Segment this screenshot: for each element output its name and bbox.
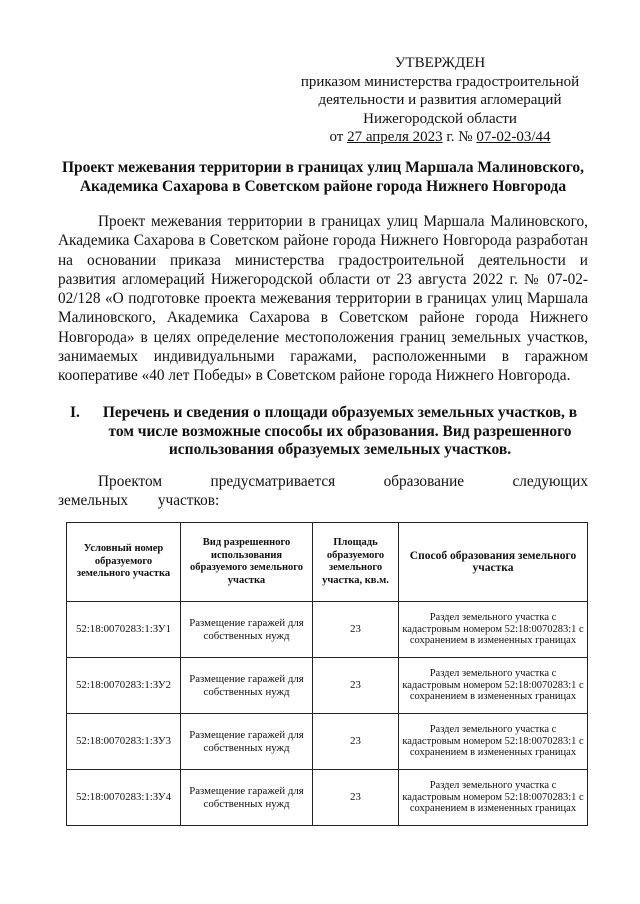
header-plot-number: Условный номер образуемого земельного участка [67, 523, 181, 602]
approval-number: 07-02-03/44 [476, 129, 551, 145]
cell-formation-method: Раздел земельного участка с кадастровым номером 52:18:0070283:1 с сохранением в измененных границах [399, 770, 588, 826]
table-row [67, 658, 588, 714]
cell-area: 23 [313, 602, 399, 658]
approval-line-3: Нижегородской области [363, 110, 517, 127]
approval-heading: УТВЕРЖДЕН [394, 55, 486, 71]
provide-text: Проектом предусматривается образование следующих земельных [58, 473, 588, 509]
cell-area: 23 [313, 714, 399, 770]
cell-area: 23 [313, 770, 399, 826]
approval-date-prefix: от [329, 129, 344, 145]
approval-line-2: деятельности и развития агломераций [318, 92, 562, 108]
approval-stamp [290, 54, 590, 147]
intro-paragraph: Проект межевания территории в границах улиц Маршала Малиновского, Академика Сахарова в Советском районе города Нижнего Новгорода разработан на основании приказа министерства градостроительной деятельности и развития агломераций Нижегородской области от 23 августа 2022 г. № 07-02-02/128 «О подготовке проекта межевания территории в границах улиц Маршала Малиновского, Академика Сахарова в Советском районе города Нижнего Новгорода» в целях определение местоположения границ земельных участков, занимаемых индивидуальными гаражами, расположенными в гаражном кооперативе «40 лет Победы» в Советском районе города Нижнего Новгорода. [58, 213, 588, 385]
section-title: Перечень и сведения о площади образуемых земельных участков, в том числе возможные способы их образования. Вид разрешенного использования образуемых земельных участков. [102, 404, 578, 458]
section-number: I. [70, 404, 80, 421]
cell-permitted-use: Размещение гаражей для собственных нужд [181, 770, 313, 826]
header-permitted-use: Вид разрешенного использования образуемого земельного участка [181, 523, 313, 602]
cell-area: 23 [313, 658, 399, 714]
cell-permitted-use: Размещение гаражей для собственных нужд [181, 602, 313, 658]
document-title: Проект межевания территории в границах улиц Маршала Малиновского, Академика Сахарова в Советском районе города Нижнего Новгорода [61, 159, 585, 195]
cell-formation-method: Раздел земельного участка с кадастровым номером 52:18:0070283:1 с сохранением в измененных границах [399, 658, 588, 714]
approval-date-line [290, 128, 590, 147]
cell-plot-number: 52:18:0070283:1:ЗУ2 [67, 658, 181, 714]
cell-plot-number: 52:18:0070283:1:ЗУ1 [67, 602, 181, 658]
cell-permitted-use: Размещение гаражей для собственных нужд [181, 658, 313, 714]
section-heading [60, 404, 588, 460]
provide-text-end: участков: [157, 492, 220, 509]
provide-paragraph [58, 472, 588, 510]
land-plots-table [66, 522, 588, 826]
cell-plot-number: 52:18:0070283:1:ЗУ3 [67, 714, 181, 770]
table-header-row [67, 523, 588, 602]
approval-date: 27 апреля 2023 [347, 129, 443, 145]
approval-line-1: приказом министерства градостроительной [300, 73, 580, 90]
cell-formation-method: Раздел земельного участка с кадастровым номером 52:18:0070283:1 с сохранением в измененных границах [399, 602, 588, 658]
cell-permitted-use: Размещение гаражей для собственных нужд [181, 714, 313, 770]
table-row [67, 602, 588, 658]
header-formation-method: Способ образования земельного участка [399, 523, 588, 602]
cell-formation-method: Раздел земельного участка с кадастровым номером 52:18:0070283:1 с сохранением в измененных границах [399, 714, 588, 770]
cell-plot-number: 52:18:0070283:1:ЗУ4 [67, 770, 181, 826]
table-row [67, 714, 588, 770]
header-area: Площадь образуемого земельного участка, кв.м. [313, 523, 399, 602]
approval-date-suffix: г. № [446, 129, 473, 145]
table-row [67, 770, 588, 826]
